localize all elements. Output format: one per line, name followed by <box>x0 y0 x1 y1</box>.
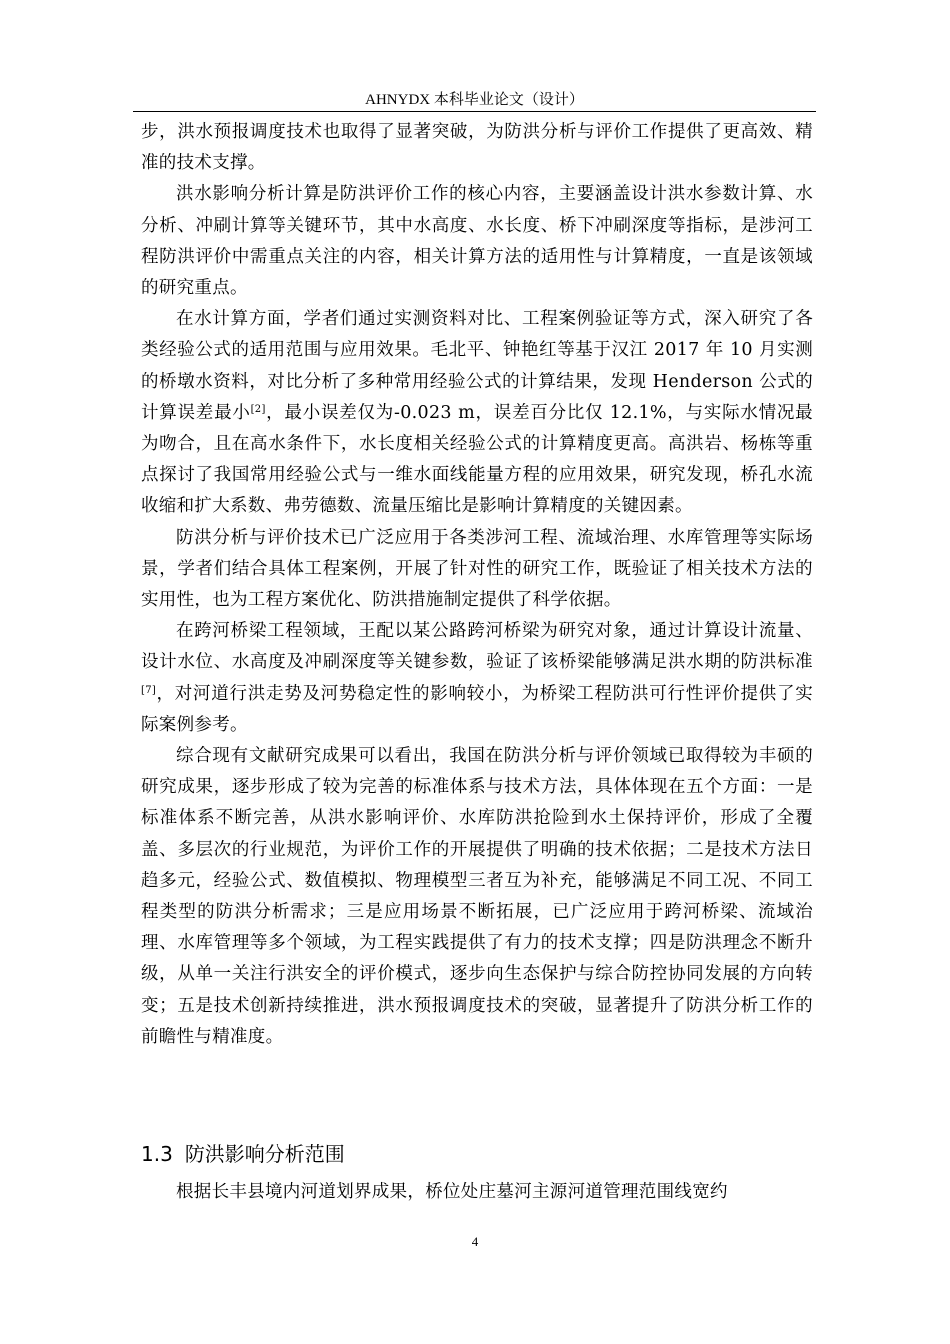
section-number: 1.3 <box>141 1142 173 1166</box>
section-title: 防洪影响分析范围 <box>184 1142 345 1166</box>
paragraph-text: ，对河道行洪走势及河势稳定性的影响较小，为桥梁工程防洪可行性评价提供了实际案例参考。 <box>141 683 813 735</box>
paragraph <box>141 616 813 741</box>
paragraph: 洪水影响分析计算是防洪评价工作的核心内容，主要涵盖设计洪水参数计算、水分析、冲刷计算等关键环节，其中水高度、水长度、桥下冲刷深度等指标，是涉河工程防洪评价中需重点关注的内容，相关计算方法的适用性与计算精度，一直是该领域的研究重点。 <box>141 184 813 299</box>
paragraph: 步，洪水预报调度技术也取得了显著突破，为防洪分析与评价工作提供了更高效、精准的技术支撑。 <box>141 122 813 174</box>
header-rule <box>133 111 816 112</box>
paragraph-text: 在水计算方面，学者们通过实测资料对比、工程案例验证等方式，深入研究了各类经验公式的适用范围与应用效果。毛北平、钟艳红等基于汉江 2017 年 10 月实测的桥墩水资料，对比分析了多种常用经验公式的计算结果，发现 Henderson 公式的计算误差最小 <box>141 309 813 423</box>
paragraph-text: 在跨河桥梁工程领域，王配以某公路跨河桥梁为研究对象，通过计算设计流量、设计水位、水高度及冲刷深度等关键参数，验证了该桥梁能够满足洪水期的防洪标准 <box>141 621 813 673</box>
page-header: AHNYDX 本科毕业论文（设计） <box>365 92 584 108</box>
paragraph <box>141 304 813 522</box>
paragraph-text: ，最小误差仅为-0.023 m，误差百分比仅 12.1%，与实际水情况最为吻合，且在高水条件下，水长度相关经验公式的计算精度更高。高洪岩、杨栋等重点探讨了我国常用经验公式与一维水面线能量方程的应用效果，研究发现，桥孔水流收缩和扩大系数、弗劳德数、流量压缩比是影响计算精度的关键因素。 <box>141 402 813 517</box>
body-text <box>141 117 813 1053</box>
citation-7[interactable]: [7] <box>141 684 157 696</box>
paragraph: 综合现有文献研究成果可以看出，我国在防洪分析与评价领域已取得较为丰硕的研究成果，逐步形成了较为完善的标准体系与技术方法，具体体现在五个方面：一是标准体系不断完善，从洪水影响评价、水库防洪抢险到水土保持评价，形成了全覆盖、多层次的行业规范，为评价工作的开展提供了明确的技术依据；二是技术方法日趋多元，经验公式、数值模拟、物理模型三者互为补充，能够满足不同工况、不同工程类型的防洪分析需求；三是应用场景不断拓展，已广泛应用于跨河桥梁、流域治理、水库管理等多个领域，为工程实践提供了有力的技术支撑；四是防洪理念不断升级，从单一关注行洪安全的评价模式，逐步向生态保护与综合防控协同发展的方向转变；五是技术创新持续推进，洪水预报调度技术的突破，显著提升了防洪分析工作的前瞻性与精准度。 <box>141 746 813 1047</box>
citation-2[interactable]: [2] <box>250 403 266 415</box>
paragraph: 防洪分析与评价技术已广泛应用于各类涉河工程、流域治理、水库管理等实际场景，学者们结合具体工程案例，开展了针对性的研究工作，既验证了相关技术方法的实用性，也为工程方案优化、防洪措施制定提供了科学依据。 <box>141 527 813 611</box>
paragraph: 根据长丰县境内河道划界成果，桥位处庄墓河主源河道管理范围线宽约 <box>176 1182 728 1202</box>
page-number: 4 <box>471 1234 479 1249</box>
section-heading <box>141 1139 345 1169</box>
section-body <box>141 1177 813 1208</box>
